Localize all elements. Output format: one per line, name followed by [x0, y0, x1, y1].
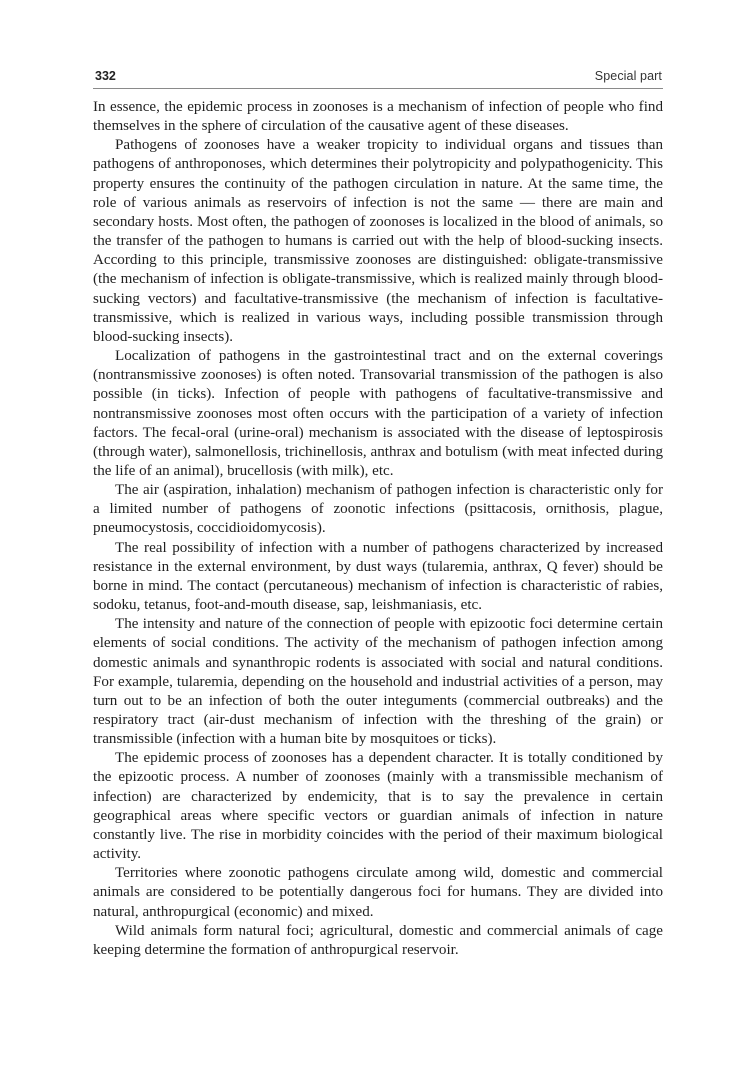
paragraph-8: Territories where zoonotic pathogens circulate among wild, domestic and commercial animals are considered to be potentially dangerous foci for humans. They are divided into natural, anthropurgical (economic) and mixed.	[93, 865, 663, 920]
running-header	[93, 69, 663, 89]
page-number: 332	[95, 69, 116, 83]
book-page	[93, 69, 663, 960]
paragraph-4: The air (aspiration, inhalation) mechanism of pathogen infection is characteristic only for a limited number of pathogens of zoonotic infections (psittacosis, ornithosis, plague, pneumocystosis, coccidioidomycosis).	[93, 482, 663, 537]
paragraph-5: The real possibility of infection with a number of pathogens characterized by increased resistance in the external environment, by dust ways (tularemia, anthrax, Q fever) should be borne in mind. The contact (percutaneous) mechanism of infection is characteristic of rabies, sodoku, tetanus, foot-and-mouth disease, sap, leishmaniasis, etc.	[93, 539, 663, 614]
section-title: Special part	[594, 69, 662, 83]
paragraph-2: Pathogens of zoonoses have a weaker tropicity to individual organs and tissues than pathogens of anthroponoses, which determines their polytropicity and polypathogenicity. This property ensures the continuity of the pathogen circulation in nature. At the same time, the role of various animals as reservoirs of infection is not the same — there are main and secondary hosts. Most often, the pathogen of zoonoses is localized in the blood of animals, so the transfer of the pathogen to humans is carried out with the help of blood-sucking insects. According to this principle, transmissive zoonoses are distinguished: obligate-transmissive (the mechanism of infection is obligate-transmissive, which is realized mainly through blood-sucking vectors) and facultative-transmissive (the mechanism of infection is facultative-transmissive, which is realized in various ways, including possible transmission through blood-sucking insects).	[93, 137, 663, 345]
paragraph-3: Localization of pathogens in the gastrointestinal tract and on the external coverings (nontransmissive zoonoses) is often noted. Transovarial transmission of the pathogen is also possible (in ticks). Infection of people with pathogens of facultative-transmissive and nontransmissive zoonoses most often occurs with the participation of a variety of infection factors. The fecal-oral (urine-oral) mechanism is associated with the disease of leptospirosis (through water), salmonellosis, trichinellosis, anthrax and botulism (with meat infected during the life of an animal), brucellosis (with milk), etc.	[93, 348, 663, 479]
paragraph-9: Wild animals form natural foci; agricultural, domestic and commercial animals of cage keeping determine the formation of anthropurgical reservoir.	[93, 922, 663, 958]
paragraph-1: In essence, the epidemic process in zoonoses is a mechanism of infection of people who find themselves in the sphere of circulation of the causative agent of these diseases.	[93, 99, 663, 135]
paragraph-7: The epidemic process of zoonoses has a dependent character. It is totally conditioned by the epizootic process. A number of zoonoses (mainly with a transmissible mechanism of infection) are characterized by endemicity, that is to say the prevalence in certain geographical areas where specific vectors or guardian animals of infection in nature constantly live. The rise in morbidity coincides with the period of their maximum biological activity.	[93, 750, 663, 863]
paragraph-6: The intensity and nature of the connection of people with epizootic foci determine certain elements of social conditions. The activity of the mechanism of pathogen infection among domestic animals and synanthropic rodents is associated with social and natural conditions. For example, tularemia, depending on the household and industrial activities of a person, may turn out to be an infection of both the outer integuments (commercial outbreaks) and the respiratory tract (air-dust mechanism of infection with the threshing of the grain) or transmissible (infection with a human bite by mosquitoes or ticks).	[93, 616, 663, 748]
body-text	[93, 98, 663, 960]
